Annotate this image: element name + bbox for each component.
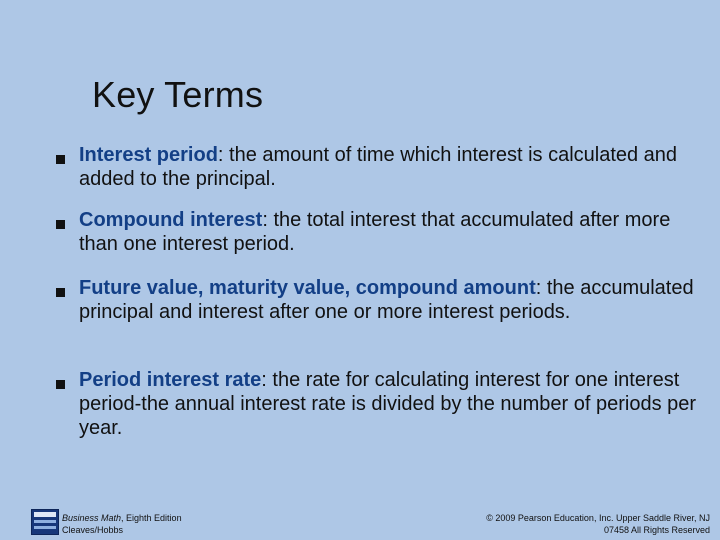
- footer-copyright: [486, 512, 710, 536]
- bullet-marker: [56, 380, 65, 389]
- bullet-marker: [56, 155, 65, 164]
- bullet-marker: [56, 288, 65, 297]
- footer-authors: Cleaves/Hobbs: [62, 525, 124, 535]
- footer-book-info: [62, 512, 182, 536]
- footer-book-title: Business Math: [62, 513, 122, 523]
- bullet-text: [79, 368, 699, 440]
- bullet-definition: : the accumulated principal and interest after one or more interest periods.: [79, 277, 694, 323]
- bullet-term: Future value, maturity value, compound amount: [79, 277, 536, 299]
- bullet-definition: : the amount of time which interest is calculated and added to the principal.: [79, 144, 678, 190]
- copyright-line-2: 07458 All Rights Reserved: [603, 525, 710, 535]
- bullet-marker: [56, 220, 65, 229]
- slide-title: Key Terms: [92, 74, 264, 115]
- bullet-term: Interest period: [79, 144, 218, 166]
- footer-edition: , Eighth Edition: [121, 513, 182, 523]
- bullet-definition: : the rate for calculating interest for one interest period-the annual interest rate is divided by the number of periods per year.: [79, 369, 697, 439]
- publisher-logo: [31, 509, 59, 535]
- bullet-term: Period interest rate: [79, 369, 262, 391]
- bullet-term: Compound interest: [79, 209, 263, 231]
- copyright-line-1: © 2009 Pearson Education, Inc. Upper Saddle River, NJ: [486, 513, 710, 523]
- bullet-text: [79, 208, 699, 256]
- bullet-definition: : the total interest that accumulated after more than one interest period.: [79, 209, 671, 255]
- bullet-text: [79, 143, 699, 191]
- bullet-text: [79, 276, 699, 324]
